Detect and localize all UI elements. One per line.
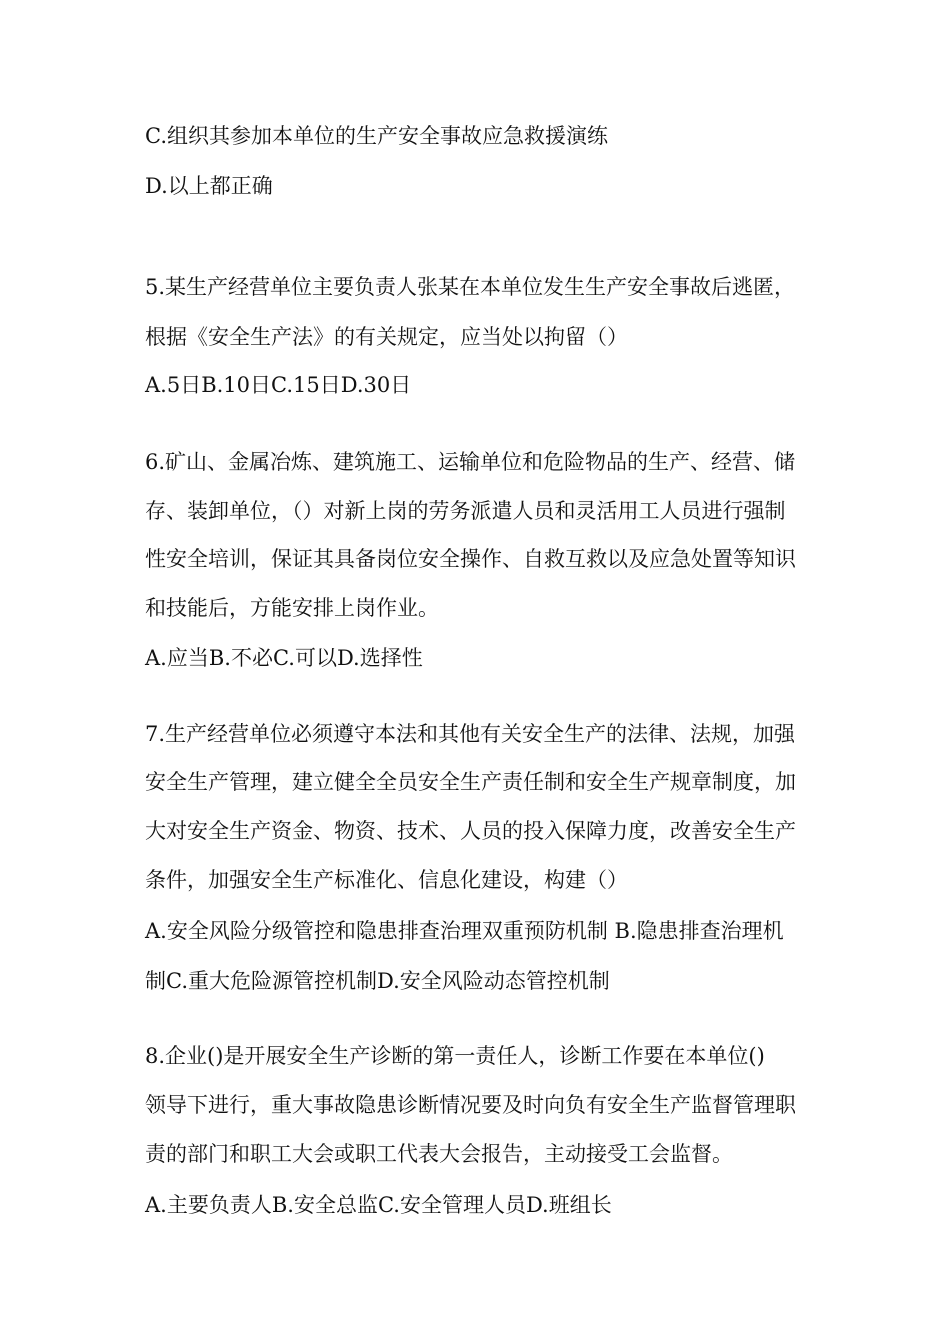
question-8-options: A.主要负责人B.安全总监C.安全管理人员D.班组长 <box>145 1193 612 1217</box>
question-8-line-3: 责的部门和职工大会或职工代表大会报告，主动接受工会监督。 <box>145 1142 733 1166</box>
question-5-line-1: 5.某生产经营单位主要负责人张某在本单位发生生产安全事故后逃匿， <box>145 275 796 299</box>
question-7-options-line-2: 制C.重大危险源管控机制D.安全风险动态管控机制 <box>145 969 610 993</box>
question-8-line-1: 8.企业()是开展安全生产诊断的第一责任人，诊断工作要在本单位() <box>145 1044 765 1068</box>
question-7-line-3: 大对安全生产资金、物资、技术、人员的投入保障力度，改善安全生产 <box>145 819 796 843</box>
question-6-line-4: 和技能后，方能安排上岗作业。 <box>145 596 439 620</box>
question-7-line-1: 7.生产经营单位必须遵守本法和其他有关安全生产的法律、法规，加强 <box>145 722 796 746</box>
question-6-line-3: 性安全培训，保证其具备岗位安全操作、自救互救以及应急处置等知识 <box>145 547 796 571</box>
option-d-q4: D.以上都正确 <box>145 174 273 198</box>
question-7-line-4: 条件，加强安全生产标准化、信息化建设，构建（） <box>145 868 628 892</box>
question-5-line-2: 根据《安全生产法》的有关规定，应当处以拘留（） <box>145 325 628 349</box>
option-c-q4: C.组织其参加本单位的生产安全事故应急救援演练 <box>145 124 608 148</box>
question-6-line-2: 存、装卸单位，（）对新上岗的劳务派遣人员和灵活用工人员进行强制 <box>145 499 786 523</box>
question-7-options-line-1: A.安全风险分级管控和隐患排查治理双重预防机制 B.隐患排查治理机 <box>145 919 784 943</box>
question-6-options: A.应当B.不必C.可以D.选择性 <box>145 646 423 670</box>
question-5-options: A.5日B.10日C.15日D.30日 <box>145 373 412 397</box>
question-6-line-1: 6.矿山、金属冶炼、建筑施工、运输单位和危险物品的生产、经营、储 <box>145 450 796 474</box>
question-8-line-2: 领导下进行，重大事故隐患诊断情况要及时向负有安全生产监督管理职 <box>145 1093 796 1117</box>
question-7-line-2: 安全生产管理，建立健全全员安全生产责任制和安全生产规章制度，加 <box>145 770 796 794</box>
